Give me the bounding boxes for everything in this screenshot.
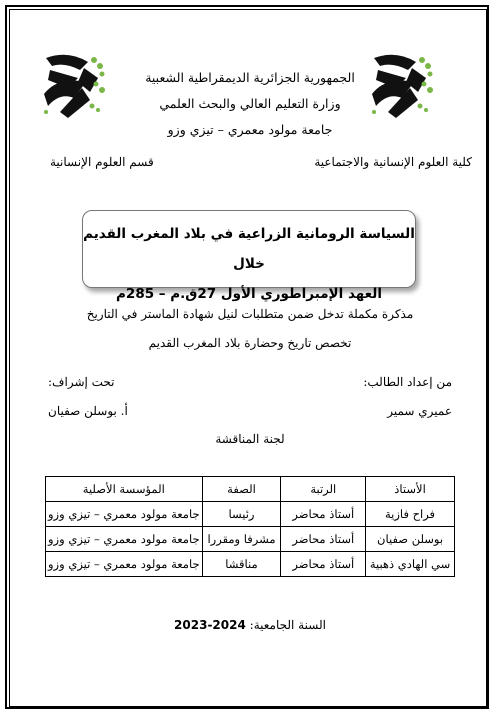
table-cell: أستاذ محاضر <box>281 502 366 527</box>
thesis-specialty: تخصص تاريخ وحضارة بلاد المغرب القديم <box>148 336 352 350</box>
thesis-subtitle: مذكرة مكملة تدخل ضمن متطلبات لنيل شهادة الماستر في التاريخ <box>86 307 414 321</box>
column-header: الرتبة <box>281 477 366 502</box>
university-heading: جامعة مولود معمري – تيزي وزو <box>167 122 333 137</box>
academic-year-value: 2023-2024 <box>174 618 246 632</box>
table-cell: بوسلن صفيان <box>366 527 455 552</box>
table-cell: أستاذ محاضر <box>281 527 366 552</box>
table-row <box>46 502 455 527</box>
ministry-heading: وزارة التعليم العالي والبحث العلمي <box>159 96 341 111</box>
republic-heading: الجمهورية الجزائرية الديمقراطية الشعبية <box>145 70 355 85</box>
column-header: الأستاذ <box>366 477 455 502</box>
table-cell: سي الهادي ذهبية <box>366 552 455 577</box>
department-name: قسم العلوم الإنسانية <box>50 155 154 169</box>
table-cell: فراح فازية <box>366 502 455 527</box>
thesis-title-box <box>82 210 416 302</box>
committee-title: لجنة المناقشة <box>215 432 285 446</box>
table-cell: جامعة مولود معمري – تيزي وزو <box>46 552 203 577</box>
table-cell: جامعة مولود معمري – تيزي وزو <box>46 502 203 527</box>
table-header-row <box>46 477 455 502</box>
table-row <box>46 527 455 552</box>
committee-table <box>45 476 455 577</box>
table-cell: رئيسا <box>202 502 281 527</box>
thesis-title-line-2: العهد الإمبراطوري الأول 27ق.م – 285م <box>116 286 382 302</box>
academic-year <box>150 618 350 632</box>
table-cell: أستاذ محاضر <box>281 552 366 577</box>
university-logo-icon <box>38 48 110 120</box>
table-row <box>46 552 455 577</box>
prepared-by-label: من إعداد الطالب: <box>363 375 452 389</box>
column-header: الصفة <box>202 477 281 502</box>
supervisor-label: تحت إشراف: <box>48 375 115 389</box>
table-cell: جامعة مولود معمري – تيزي وزو <box>46 527 203 552</box>
table-cell: مناقشا <box>202 552 281 577</box>
thesis-title-line-1: السياسة الرومانية الزراعية في بلاد المغرب القديم خلال <box>83 226 415 272</box>
column-header: المؤسسة الأصلية <box>46 477 203 502</box>
supervisor-name: أ. بوسلن صفيان <box>48 404 128 418</box>
student-name: عميري سمير <box>387 404 452 418</box>
faculty-name: كلية العلوم الإنسانية والاجتماعية <box>314 155 472 169</box>
table-cell: مشرفا ومقررا <box>202 527 281 552</box>
academic-year-label: السنة الجامعية: <box>249 618 326 632</box>
